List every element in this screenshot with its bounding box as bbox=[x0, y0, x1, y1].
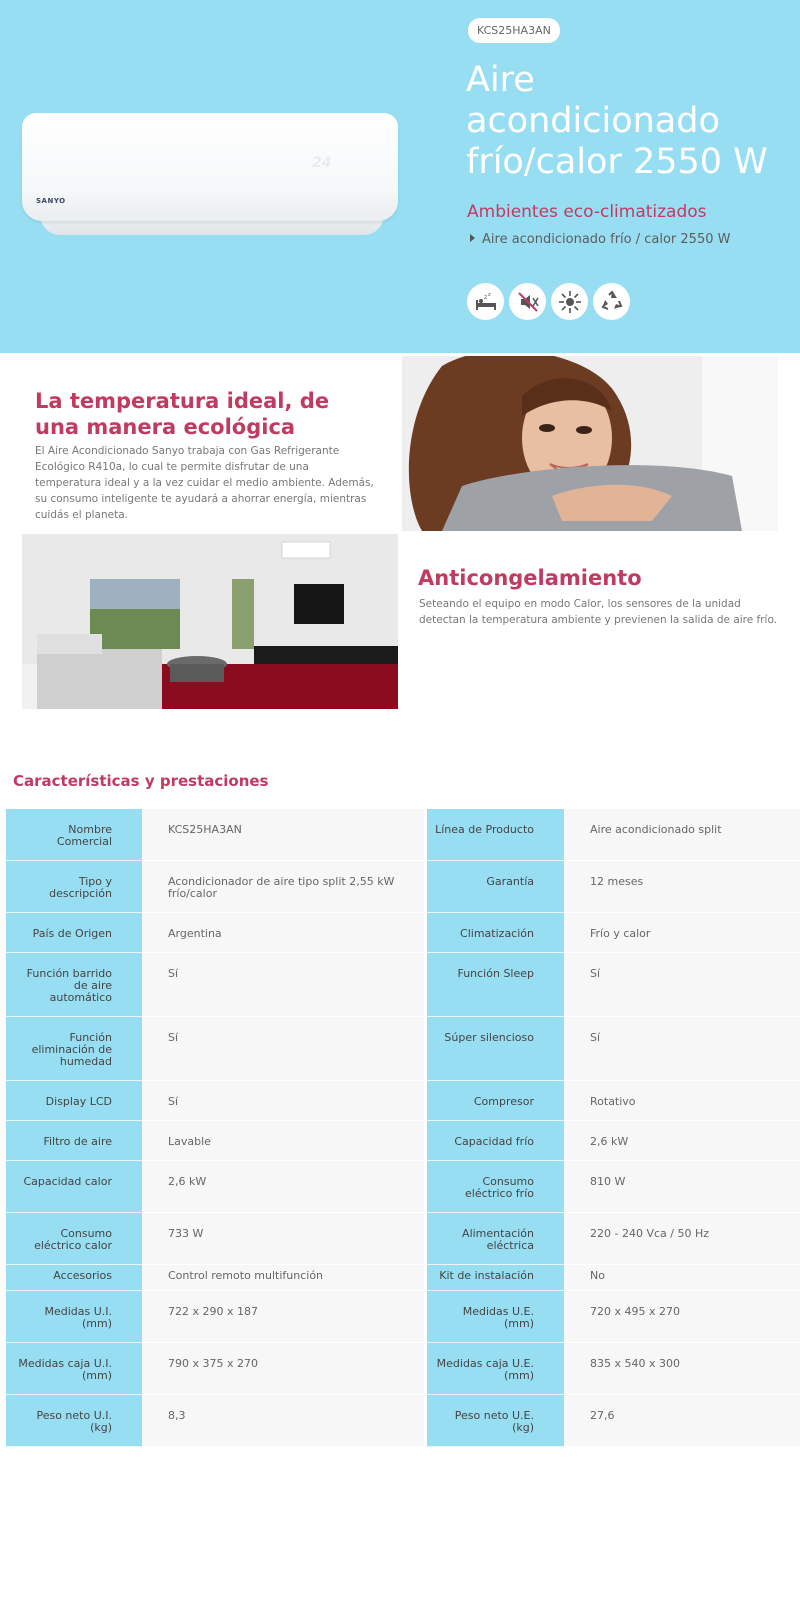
spec-label: Línea de Producto bbox=[427, 809, 564, 861]
spec-row bbox=[6, 1121, 800, 1161]
smiling-woman-photo bbox=[402, 356, 778, 531]
spec-value: 220 - 240 Vca / 50 Hz bbox=[564, 1213, 800, 1265]
spec-value: Rotativo bbox=[564, 1081, 800, 1121]
product-title: Aire acondicionado frío/calor 2550 W bbox=[466, 60, 768, 182]
spec-label: Medidas U.E. (mm) bbox=[427, 1291, 564, 1343]
spec-value: Sí bbox=[564, 953, 800, 1017]
spec-row bbox=[6, 1161, 800, 1213]
spec-label: Consumo eléctrico calor bbox=[6, 1213, 142, 1265]
ac-brand-logo: SANYO bbox=[36, 197, 66, 205]
spec-value: 2,6 kW bbox=[564, 1121, 800, 1161]
column-divider bbox=[424, 809, 427, 861]
spec-label: Filtro de aire bbox=[6, 1121, 142, 1161]
spec-label: Compresor bbox=[427, 1081, 564, 1121]
spec-value: 2,6 kW bbox=[142, 1161, 424, 1213]
sku-badge: KCS25HA3AN bbox=[468, 18, 560, 43]
spec-row bbox=[6, 1395, 800, 1447]
spec-value: KCS25HA3AN bbox=[142, 809, 424, 861]
spec-label: Súper silencioso bbox=[427, 1017, 564, 1081]
column-divider bbox=[424, 1081, 427, 1121]
spec-row bbox=[6, 1291, 800, 1343]
silent-icon bbox=[509, 283, 546, 320]
product-subtitle: Ambientes eco-climatizados bbox=[467, 202, 707, 222]
spec-label: Medidas U.I. (mm) bbox=[6, 1291, 142, 1343]
ac-body bbox=[22, 113, 398, 221]
spec-row bbox=[6, 1343, 800, 1395]
spec-value: Aire acondicionado split bbox=[564, 809, 800, 861]
column-divider bbox=[424, 1121, 427, 1161]
spec-label: Garantía bbox=[427, 861, 564, 913]
spec-value: 720 x 495 x 270 bbox=[564, 1291, 800, 1343]
eco-section-title: La temperatura ideal, de una manera ecológica bbox=[35, 389, 330, 439]
spec-label: Accesorios bbox=[6, 1265, 142, 1291]
recycle-icon bbox=[593, 283, 630, 320]
heat-cool-icon bbox=[551, 283, 588, 320]
spec-value: Sí bbox=[564, 1017, 800, 1081]
spec-value: No bbox=[564, 1265, 800, 1291]
ac-display-readout: 24 bbox=[312, 155, 332, 171]
spec-label: Medidas caja U.E. (mm) bbox=[427, 1343, 564, 1395]
spec-row bbox=[6, 913, 800, 953]
svg-text:z: z bbox=[487, 291, 491, 298]
spec-value: Sí bbox=[142, 953, 424, 1017]
spec-label: Capacidad frío bbox=[427, 1121, 564, 1161]
specs-title: Características y prestaciones bbox=[13, 772, 269, 790]
spec-label: Peso neto U.I. (kg) bbox=[6, 1395, 142, 1447]
spec-label: Climatización bbox=[427, 913, 564, 953]
sleep-icon bbox=[467, 283, 504, 320]
spec-value: 722 x 290 x 187 bbox=[142, 1291, 424, 1343]
spec-value: Control remoto multifunción bbox=[142, 1265, 424, 1291]
spec-label: Capacidad calor bbox=[6, 1161, 142, 1213]
spec-label: Kit de instalación bbox=[427, 1265, 564, 1291]
spec-row bbox=[6, 861, 800, 913]
spec-row bbox=[6, 1017, 800, 1081]
column-divider bbox=[424, 953, 427, 1017]
spec-value: Argentina bbox=[142, 913, 424, 953]
eco-section-text: El Aire Acondicionado Sanyo trabaja con Gas Refrigerante Ecológico R410a, lo cual te permite disfrutar de una temperatura ideal y a la vez cuidar el medio ambiente. Además, su consumo inteligente te ayudará a ahorrar energía, mientras cuidás el planeta. bbox=[35, 445, 374, 521]
spec-value: 733 W bbox=[142, 1213, 424, 1265]
air-conditioner-image bbox=[22, 113, 398, 238]
spec-label: Función Sleep bbox=[427, 953, 564, 1017]
spec-label: Peso neto U.E. (kg) bbox=[427, 1395, 564, 1447]
spec-label: Nombre Comercial bbox=[6, 809, 142, 861]
column-divider bbox=[424, 1265, 427, 1291]
spec-label: Display LCD bbox=[6, 1081, 142, 1121]
spec-value: Lavable bbox=[142, 1121, 424, 1161]
product-bullet bbox=[470, 232, 730, 247]
spec-label: Consumo eléctrico frío bbox=[427, 1161, 564, 1213]
spec-label: Función eliminación de humedad bbox=[6, 1017, 142, 1081]
spec-label: Alimentación eléctrica bbox=[427, 1213, 564, 1265]
column-divider bbox=[424, 1161, 427, 1213]
spec-row bbox=[6, 953, 800, 1017]
spec-value: Frío y calor bbox=[564, 913, 800, 953]
spec-value: Acondicionador de aire tipo split 2,55 kW frío/calor bbox=[142, 861, 424, 913]
spec-label: Tipo y descripción bbox=[6, 861, 142, 913]
spec-value: 12 meses bbox=[564, 861, 800, 913]
spec-label: Medidas caja U.I. (mm) bbox=[6, 1343, 142, 1395]
column-divider bbox=[424, 1395, 427, 1447]
spec-row bbox=[6, 1081, 800, 1121]
antifreeze-section-text: Seteando el equipo en modo Calor, los sensores de la unidad detectan la temperatura ambiente y previenen la salida de aire frío. bbox=[419, 598, 778, 626]
spec-row bbox=[6, 1213, 800, 1265]
column-divider bbox=[424, 1343, 427, 1395]
column-divider bbox=[424, 861, 427, 913]
spec-value: Sí bbox=[142, 1017, 424, 1081]
antifreeze-section-title: Anticongelamiento bbox=[418, 566, 642, 590]
column-divider bbox=[424, 1017, 427, 1081]
feature-icons bbox=[467, 283, 630, 320]
spec-value: 810 W bbox=[564, 1161, 800, 1213]
product-bullet-text: Aire acondicionado frío / calor 2550 W bbox=[482, 232, 731, 247]
spec-row bbox=[6, 1265, 800, 1291]
column-divider bbox=[424, 1213, 427, 1265]
living-room-photo bbox=[22, 534, 398, 709]
hero-banner bbox=[0, 0, 800, 353]
spec-value: 27,6 bbox=[564, 1395, 800, 1447]
column-divider bbox=[424, 913, 427, 953]
spec-label: Función barrido de aire automático bbox=[6, 953, 142, 1017]
spec-value: 835 x 540 x 300 bbox=[564, 1343, 800, 1395]
spec-value: Sí bbox=[142, 1081, 424, 1121]
spec-row bbox=[6, 809, 800, 861]
spec-label: País de Origen bbox=[6, 913, 142, 953]
spec-value: 790 x 375 x 270 bbox=[142, 1343, 424, 1395]
column-divider bbox=[424, 1291, 427, 1343]
spec-value: 8,3 bbox=[142, 1395, 424, 1447]
svg-text:z: z bbox=[483, 293, 487, 301]
bullet-arrow-icon bbox=[470, 234, 475, 242]
